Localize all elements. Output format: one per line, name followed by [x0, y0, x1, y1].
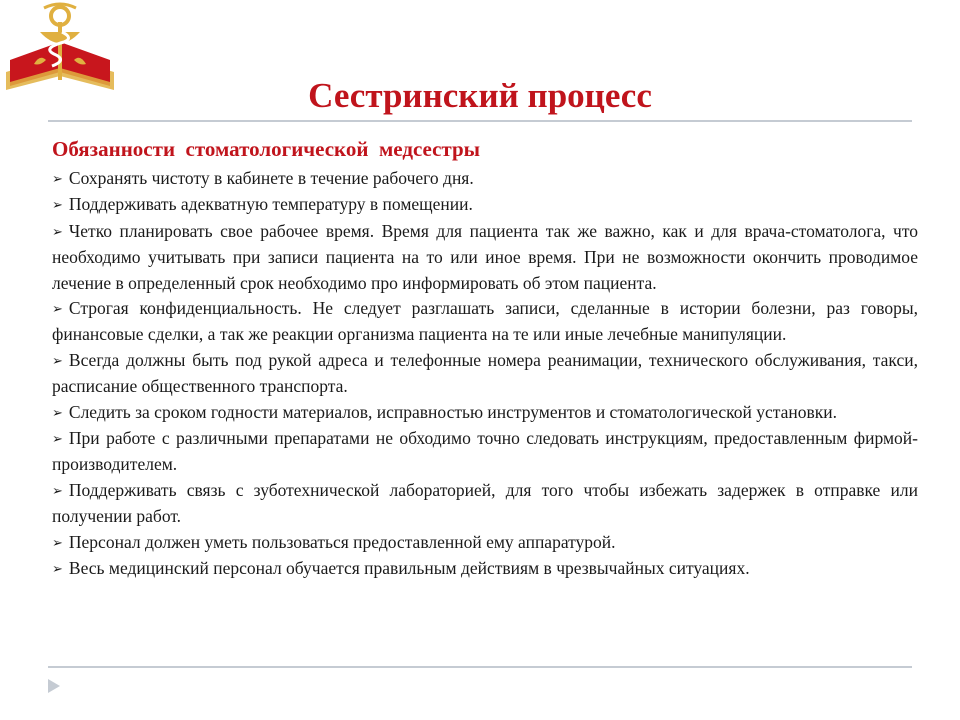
arrow-bullet-icon: ➢ — [52, 171, 63, 186]
list-item — [52, 348, 918, 400]
list-item — [52, 166, 918, 192]
list-item — [52, 400, 918, 426]
arrow-bullet-icon: ➢ — [52, 534, 63, 550]
arrow-bullet-icon: ➢ — [52, 352, 63, 368]
bottom-divider — [48, 666, 912, 668]
arrow-bullet-icon: ➢ — [52, 404, 63, 420]
slide-title: Сестринский процесс — [308, 76, 652, 115]
arrow-bullet-icon: ➢ — [52, 431, 63, 447]
list-item-text: При работе с различными препаратами не обходимо точно следовать инструкциям, предоставленным фирмой-производителем. — [52, 428, 918, 475]
list-item — [52, 296, 918, 348]
list-item — [52, 530, 918, 556]
arrow-bullet-icon: ➢ — [52, 197, 63, 213]
arrow-bullet-icon: ➢ — [52, 482, 63, 498]
next-slide-arrow-icon[interactable] — [44, 676, 64, 696]
list-item-text: Персонал должен уметь пользоваться предоставленной ему аппаратурой. — [68, 531, 616, 552]
duties-list — [52, 166, 918, 583]
list-item-text: Всегда должны быть под рукой адреса и телефонные номера реанимации, технического обслуживания, такси, расписание общественного транспорта. — [52, 349, 918, 397]
list-item — [52, 219, 918, 296]
list-item-text: Поддерживать связь с зуботехнической лабораторией, для того чтобы избежать задержек в отправке или получении работ. — [52, 479, 918, 527]
slide-subtitle: Обязанности стоматологической медсестры — [52, 137, 481, 161]
slide-content — [52, 134, 918, 583]
list-item — [52, 556, 918, 582]
arrow-bullet-icon: ➢ — [52, 223, 63, 239]
list-item — [52, 192, 918, 218]
top-divider — [48, 120, 912, 122]
list-item-text: Весь медицинский персонал обучается правильным действиям в чрезвычайных ситуациях. — [68, 558, 750, 579]
list-item-text: Следить за сроком годности материалов, исправностью инструментов и стоматологической установки. — [68, 401, 838, 422]
arrow-bullet-icon: ➢ — [52, 301, 63, 317]
list-item — [52, 426, 918, 478]
list-item-text: Поддерживать адекватную температуру в помещении. — [68, 194, 473, 215]
list-item-text: Четко планировать свое рабочее время. Время для пациента так же важно, как и для врача-стоматолога, что необходимо учитывать при записи пациента на то или иное время. При не возможности окончить проводимое лечение в определенный срок необходимо про информировать об этом пациента. — [52, 220, 918, 293]
list-item — [52, 478, 918, 530]
list-item-text: Сохранять чистоту в кабинете в течение рабочего дня. — [68, 168, 474, 188]
arrow-bullet-icon: ➢ — [52, 561, 63, 577]
list-item-text: Строгая конфиденциальность. Не следует разглашать записи, сделанные в истории болезни, раз говоры, финансовые сделки, а так же реакции организма пациента на те или иные лечебные манипуляции. — [52, 298, 918, 345]
